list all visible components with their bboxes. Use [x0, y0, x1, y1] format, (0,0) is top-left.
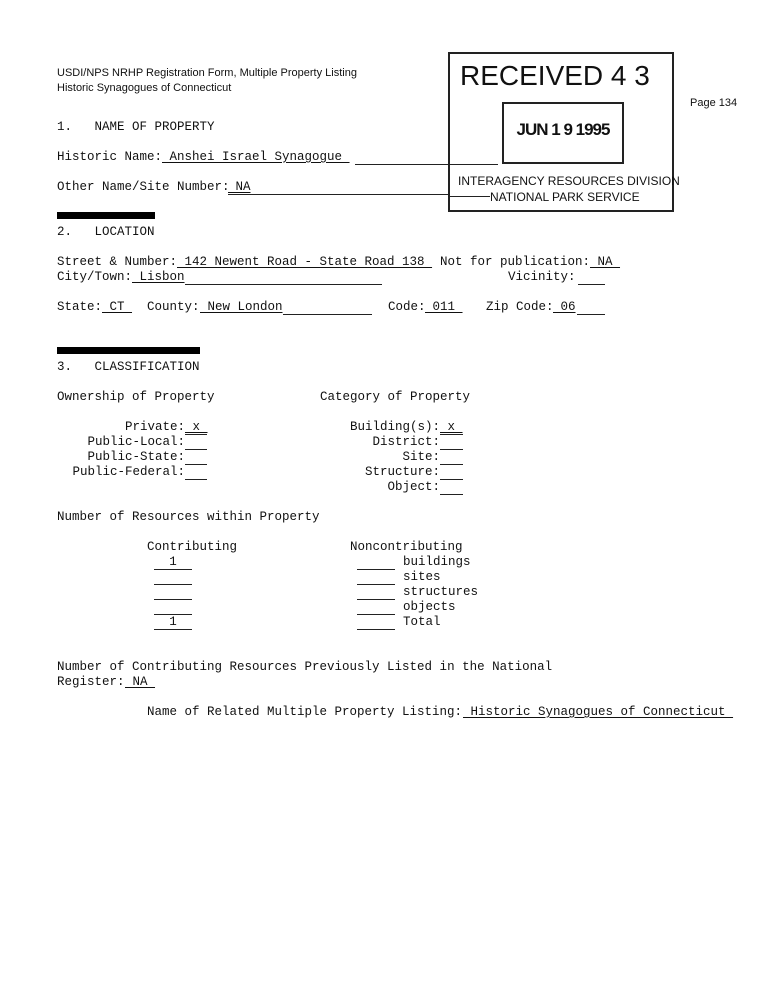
stamp-strike-line: [450, 196, 490, 197]
page-number: Page 134: [690, 97, 738, 109]
noncontributing-objects-line: [357, 614, 395, 615]
register-value: NA: [125, 675, 156, 689]
category-object-line: [440, 494, 463, 495]
category-building-line: [440, 434, 463, 435]
contributing-buildings-count: 1: [169, 555, 177, 569]
county-value: New London: [200, 300, 283, 314]
not-for-publication-value: NA: [590, 255, 621, 269]
resource-type-sites: sites: [403, 570, 441, 584]
street-value: 142 Newent Road - State Road 138: [177, 255, 433, 269]
section-divider-bar: [57, 347, 200, 354]
category-structure-line: [440, 479, 463, 480]
category-district-line: [440, 449, 463, 450]
resources-heading: Number of Resources within Property: [57, 510, 320, 524]
zip-line: [577, 314, 605, 315]
contributing-buildings-line: [154, 569, 192, 570]
ownership-public-local-label: Public-Local:: [87, 435, 185, 449]
ownership-private-line: [185, 434, 207, 435]
received-stamp: [448, 52, 680, 212]
resource-type-structures: structures: [403, 585, 479, 599]
noncontributing-buildings-line: [357, 569, 395, 570]
resource-type-objects: objects: [403, 600, 456, 614]
zip-value: 06: [553, 300, 576, 314]
street-label: Street & Number:: [57, 255, 178, 269]
ownership-public-federal-label: Public-Federal:: [72, 465, 185, 479]
noncontributing-heading: Noncontributing: [350, 540, 463, 554]
category-structure-label: Structure:: [364, 465, 440, 479]
ownership-public-state-label: Public-State:: [87, 450, 185, 464]
section2-heading: 2. LOCATION: [57, 225, 155, 239]
contributing-sites-line: [154, 584, 192, 585]
vicinity-line: [578, 284, 605, 285]
resource-type-total: Total: [403, 615, 441, 629]
stamp-date-box: [502, 102, 624, 164]
county-line: [283, 314, 372, 315]
form-subtitle: Historic Synagogues of Connecticut: [57, 82, 232, 94]
category-site-line: [440, 464, 463, 465]
category-building-label: Building(s):: [349, 420, 440, 434]
stamp-date: JUN 1 9 1995: [516, 120, 610, 139]
form-title: USDI/NPS NRHP Registration Form, Multiple Property Listing: [57, 67, 357, 79]
section3-heading: 3. CLASSIFICATION: [57, 360, 200, 374]
other-name-label: Other Name/Site Number:: [57, 180, 230, 194]
category-object-label: Object:: [387, 480, 440, 494]
other-name-value: NA: [228, 180, 251, 194]
register-label: Register:: [57, 675, 125, 689]
historic-name-label: Historic Name:: [57, 150, 163, 164]
related-listing-label: Name of Related Multiple Property Listing:: [147, 705, 463, 719]
stamp-title: RECEIVED 4 3: [460, 60, 650, 91]
ownership-private-label: Private:: [124, 420, 185, 434]
section1-heading: 1. NAME OF PROPERTY: [57, 120, 215, 134]
vicinity-label: Vicinity:: [508, 270, 576, 284]
category-building-value: x: [440, 420, 463, 434]
contributing-structures-line: [154, 599, 192, 600]
category-district-label: District:: [372, 435, 440, 449]
ownership-public-local-line: [185, 449, 207, 450]
contributing-total-line: [154, 629, 192, 630]
city-label: City/Town:: [57, 270, 133, 284]
section-divider-bar: [57, 212, 155, 219]
state-label: State:: [57, 300, 103, 314]
contributing-heading: Contributing: [147, 540, 238, 554]
code-label: Code:: [388, 300, 426, 314]
ownership-private-value: x: [185, 420, 208, 434]
category-heading: Category of Property: [320, 390, 471, 404]
state-value: CT: [102, 300, 133, 314]
resource-type-buildings: buildings: [403, 555, 471, 569]
city-value: Lisbon: [132, 270, 185, 284]
ownership-heading: Ownership of Property: [57, 390, 215, 404]
previously-listed-text: Number of Contributing Resources Previously Listed in the National: [57, 660, 553, 674]
noncontributing-sites-line: [357, 584, 395, 585]
historic-name-value: Anshei Israel Synagogue: [162, 150, 350, 164]
contributing-total-count: 1: [169, 615, 177, 629]
ownership-public-state-line: [185, 464, 207, 465]
not-for-publication-label: Not for publication:: [440, 255, 591, 269]
historic-name-line: [355, 164, 498, 165]
stamp-service: NATIONAL PARK SERVICE: [490, 190, 640, 204]
code-value: 011: [425, 300, 463, 314]
ownership-public-federal-line: [185, 479, 207, 480]
stamp-division: INTERAGENCY RESOURCES DIVISION: [458, 174, 680, 188]
city-line: [185, 284, 382, 285]
noncontributing-structures-line: [357, 599, 395, 600]
related-listing-value: Historic Synagogues of Connecticut: [463, 705, 734, 719]
noncontributing-total-line: [357, 629, 395, 630]
category-site-label: Site:: [402, 450, 440, 464]
county-label: County:: [147, 300, 200, 314]
zip-label: Zip Code:: [486, 300, 554, 314]
other-name-line: [228, 194, 450, 195]
